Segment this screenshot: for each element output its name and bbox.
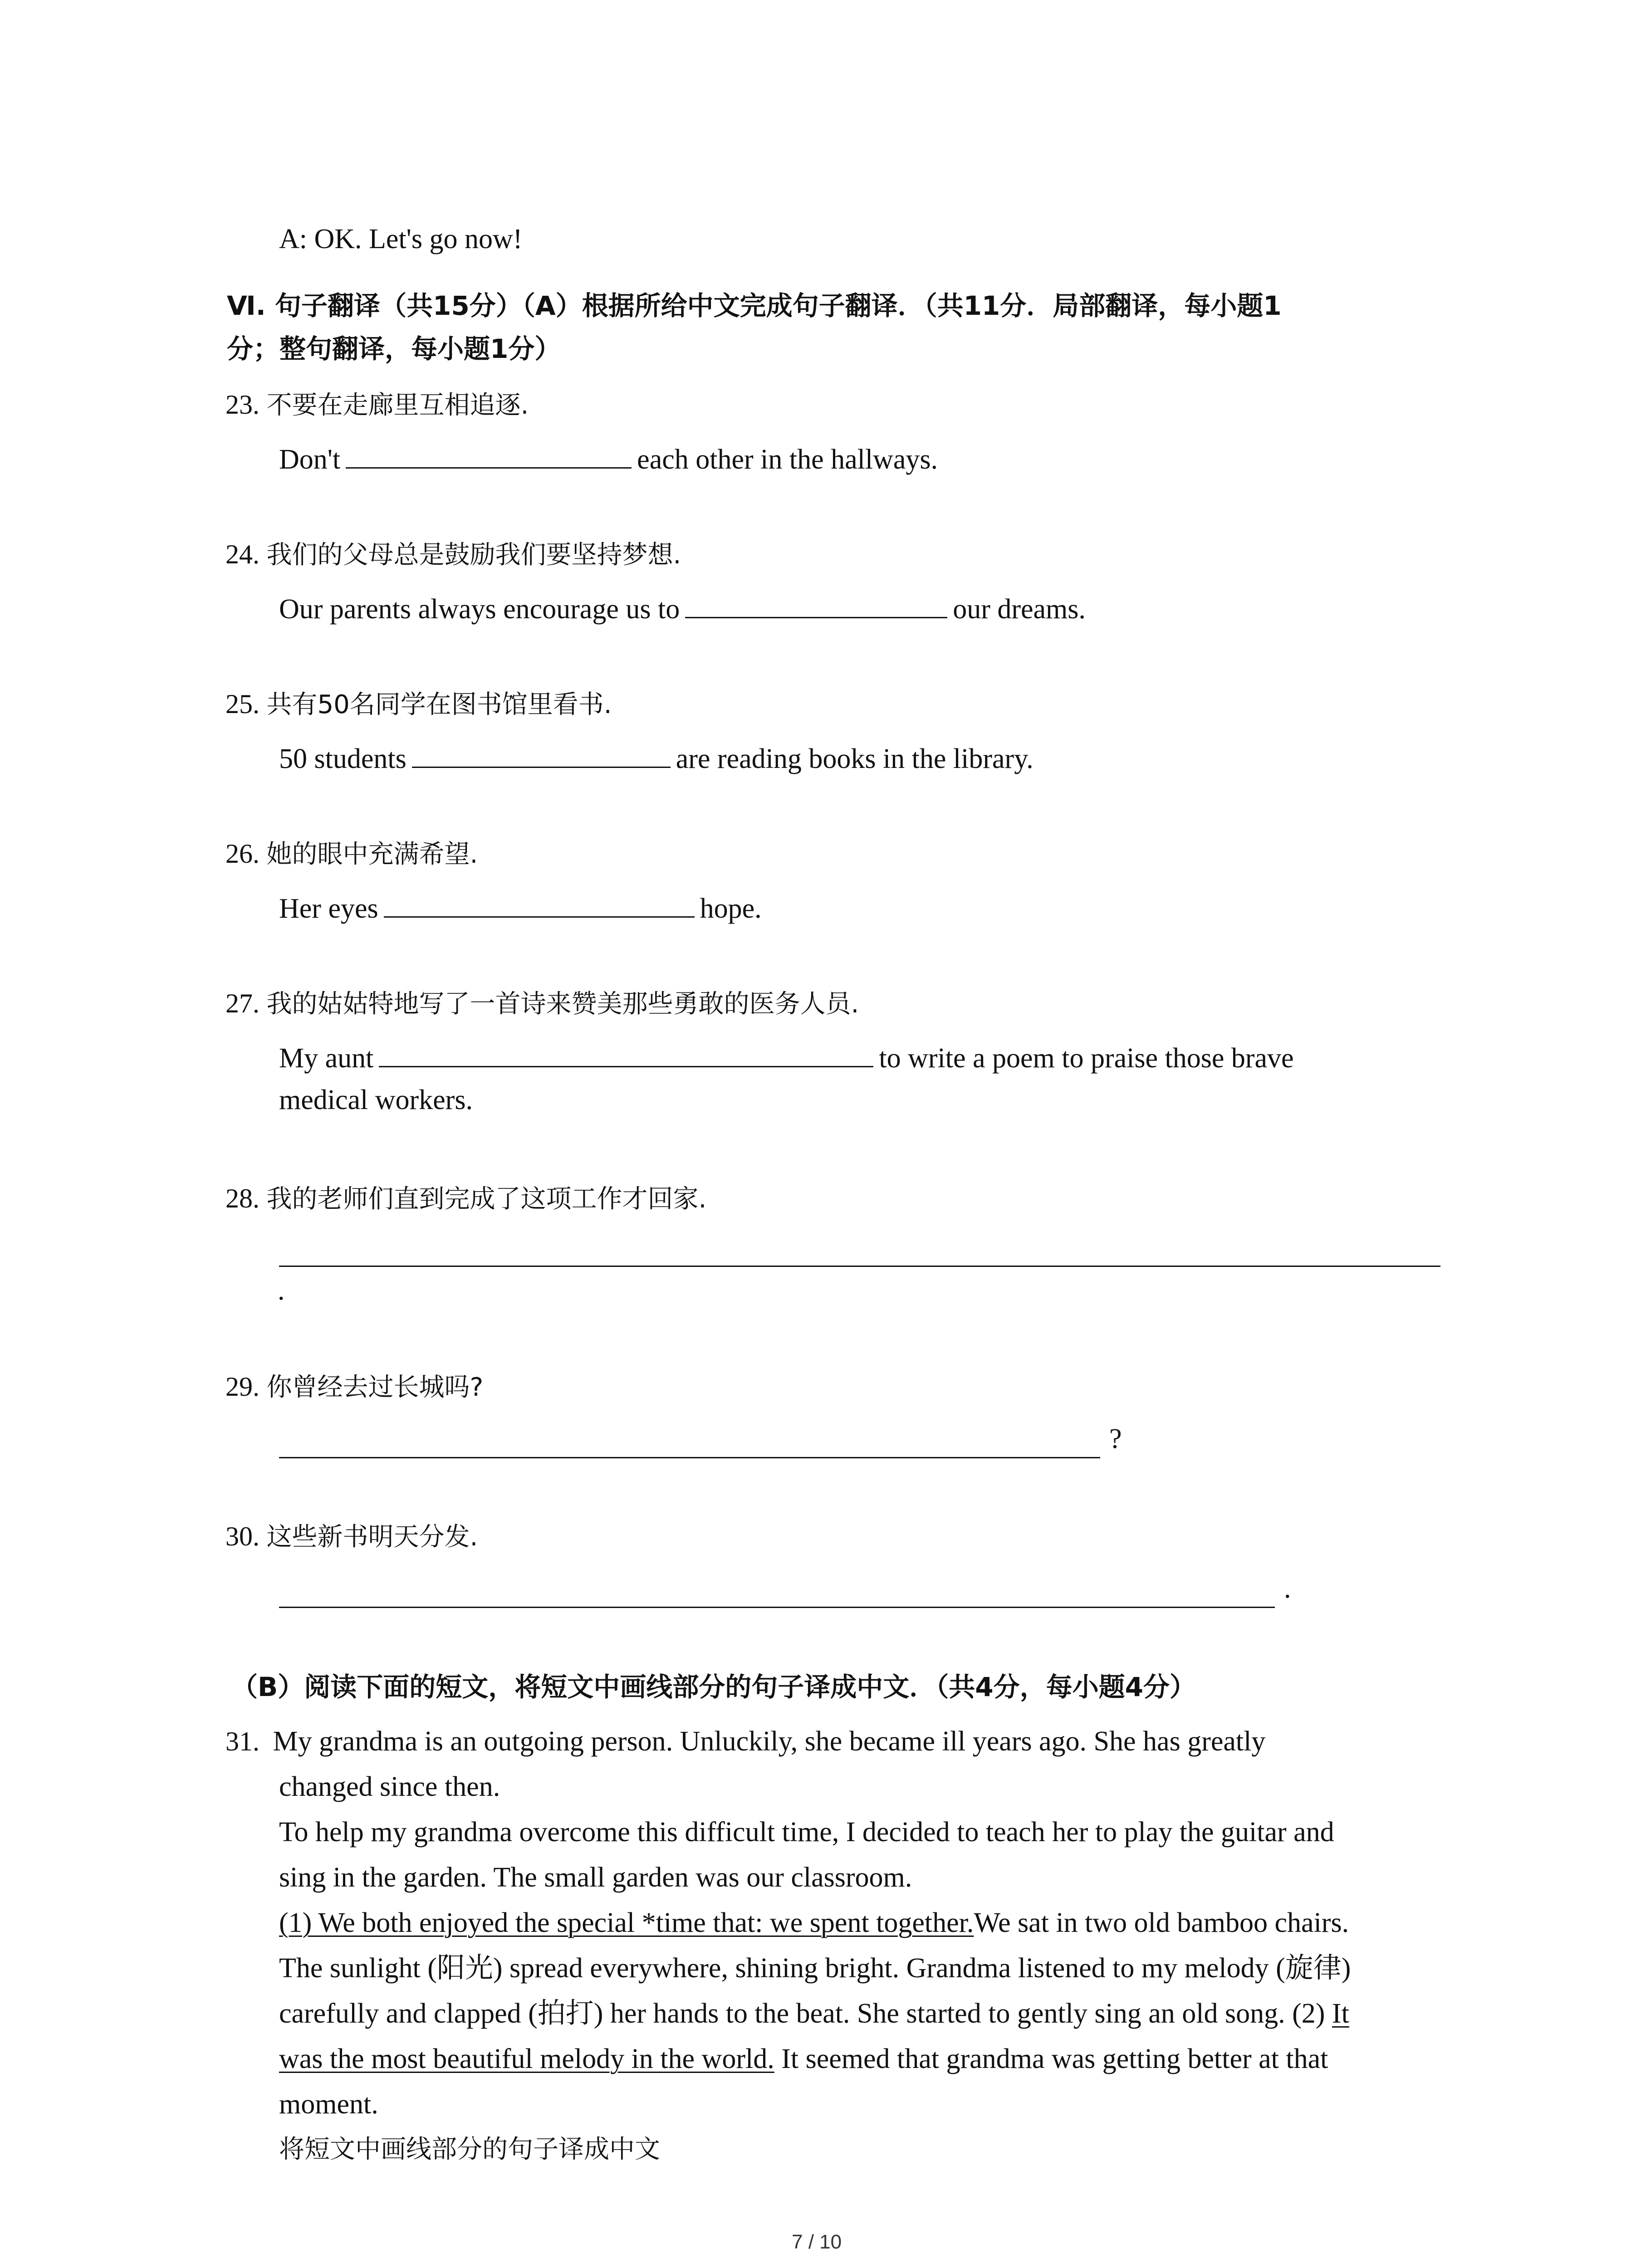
section-heading: Ⅵ. 句子翻译（共15分）（A）根据所给中文完成句子翻译．（共11分．局部翻译，每小题1 xyxy=(227,290,1282,321)
sentence-start: 50 students xyxy=(279,743,407,774)
question-number: 23. xyxy=(225,390,260,420)
answer-line[interactable] xyxy=(279,1607,1275,1608)
sentence-end: hope. xyxy=(700,893,762,924)
question-number: 27. xyxy=(225,988,260,1018)
sentence-start: Her eyes xyxy=(279,893,378,924)
question-number: 28. xyxy=(225,1183,260,1213)
question-prompt: 不要在走廊里互相追逐. xyxy=(266,391,529,420)
sentence-end: . xyxy=(278,1275,285,1306)
sentence-end: our dreams. xyxy=(953,594,1086,625)
passage-text: We sat in two old bamboo chairs. xyxy=(974,1907,1349,1938)
question-prompt: 共有50名同学在图书馆里看书. xyxy=(266,690,612,719)
underlined-sentence-2-cont: was the most beautiful melody in the world. xyxy=(279,2043,774,2074)
section-b-heading: （B）阅读下面的短文，将短文中画线部分的句子译成中文．（共4分，每小题4分） xyxy=(231,1672,1196,1702)
answer-blank[interactable] xyxy=(346,439,632,469)
instruction: 将短文中画线部分的句子译成中文 xyxy=(279,2135,660,2164)
passage-text: My grandma is an outgoing person. Unluckily, she became ill years ago. She has greatly xyxy=(273,1726,1266,1757)
question-prompt: 这些新书明天分发. xyxy=(266,1522,478,1552)
question-number: 29. xyxy=(225,1372,260,1402)
answer-blank[interactable] xyxy=(384,888,695,918)
page-number: 7 / 10 xyxy=(792,2231,842,2253)
sentence-continuation: medical workers. xyxy=(279,1085,473,1115)
sentence-end: ? xyxy=(1109,1423,1122,1454)
question-prompt: 我的老师们直到完成了这项工作才回家. xyxy=(266,1184,707,1214)
underlined-sentence-1: (1) We both enjoyed the special *time that: we spent together. xyxy=(279,1907,974,1938)
underlined-sentence-2: It xyxy=(1332,1998,1349,2029)
passage-text: To help my grandma overcome this difficult time, I decided to teach her to play the guitar and xyxy=(279,1817,1334,1848)
answer-blank[interactable] xyxy=(379,1038,873,1067)
question-number: 24. xyxy=(225,539,260,569)
sentence-start: My aunt xyxy=(279,1043,374,1074)
question-number: 25. xyxy=(225,689,260,719)
answer-line[interactable] xyxy=(279,1457,1100,1458)
section-heading-cont: 分；整句翻译，每小题1分） xyxy=(227,333,561,364)
question-prompt: 她的眼中充满希望. xyxy=(266,840,478,869)
passage-text: The sunlight (阳光) spread everywhere, shining bright. Grandma listened to my melody (旋律) xyxy=(279,1953,1351,1984)
question-prompt: 我们的父母总是鼓励我们要坚持梦想. xyxy=(266,540,681,570)
sentence-end: each other in the hallways. xyxy=(637,444,938,475)
answer-blank[interactable] xyxy=(412,738,671,768)
sentence-end: to write a poem to praise those brave xyxy=(879,1043,1294,1074)
sentence-start: Don't xyxy=(279,444,341,475)
question-prompt: 我的姑姑特地写了一首诗来赞美那些勇敢的医务人员. xyxy=(266,989,859,1019)
sentence-end: are reading books in the library. xyxy=(676,743,1034,774)
passage-text: carefully and clapped (拍打) her hands to the beat. She started to gently sing an old song. (2) xyxy=(279,1998,1325,2029)
passage-text: sing in the garden. The small garden was our classroom. xyxy=(279,1862,912,1893)
sentence-end: . xyxy=(1284,1573,1291,1604)
answer-blank[interactable] xyxy=(685,589,947,618)
question-number: 26. xyxy=(225,839,260,869)
answer-line[interactable] xyxy=(279,1266,1440,1267)
passage-text: changed since then. xyxy=(279,1771,500,1802)
question-prompt: 你曾经去过长城吗? xyxy=(266,1373,484,1402)
question-number: 30. xyxy=(225,1521,260,1551)
passage-text: It seemed that grandma was getting better at that xyxy=(781,2043,1328,2074)
question-number: 31. xyxy=(225,1726,260,1756)
dialogue-line: A: OK. Let's go now! xyxy=(279,224,523,254)
passage-text: moment. xyxy=(279,2089,378,2120)
sentence-start: Our parents always encourage us to xyxy=(279,594,680,625)
